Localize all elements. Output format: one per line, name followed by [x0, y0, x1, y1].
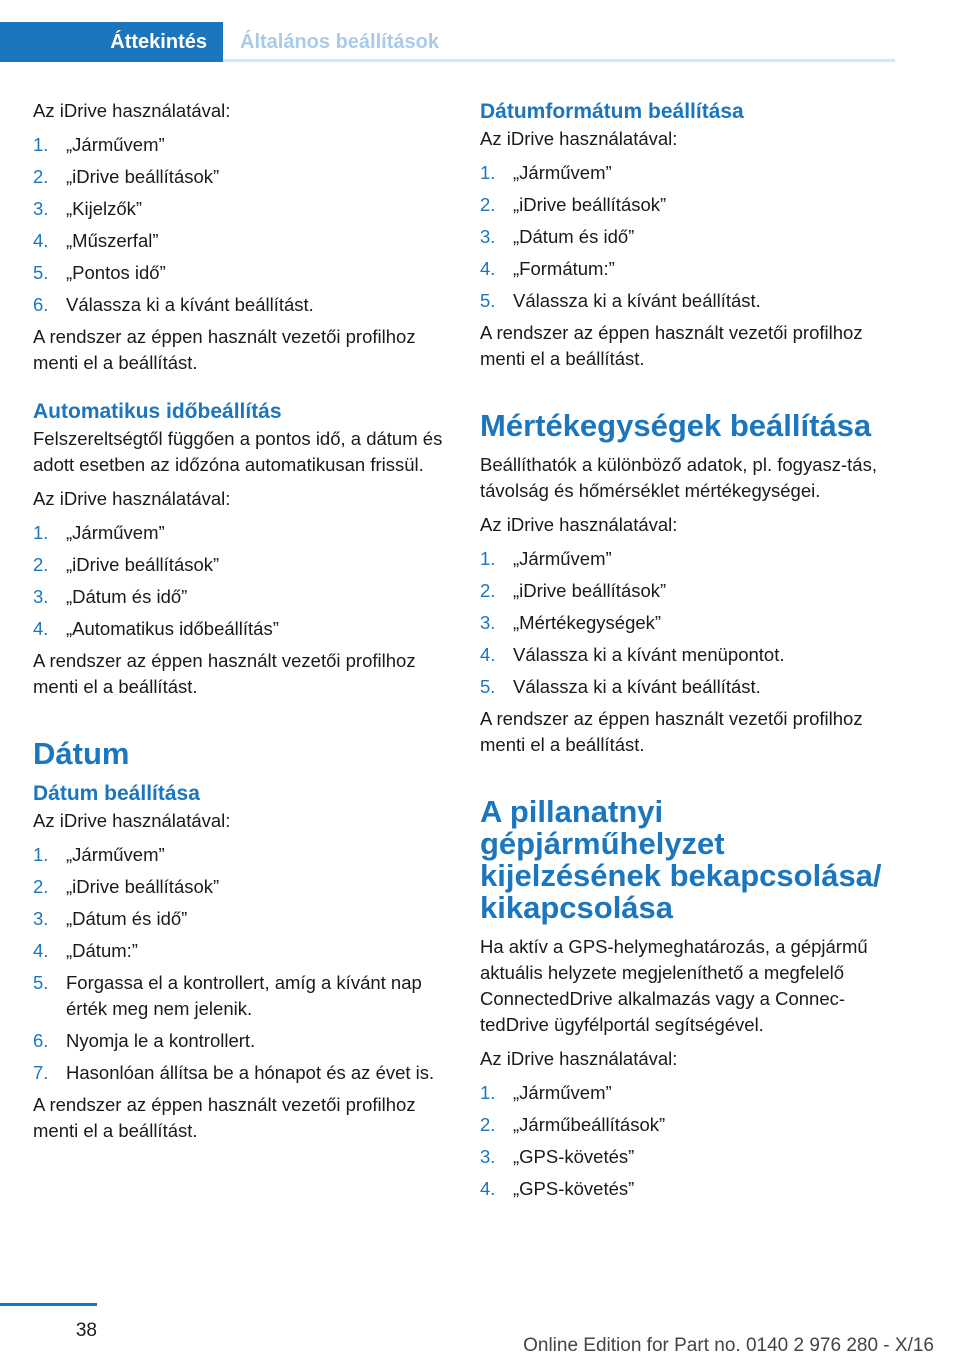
list-item-text: „Járművem” [513, 1082, 612, 1103]
list-item [33, 228, 453, 254]
list-item-number: 2. [480, 580, 496, 601]
list-item-text: „GPS-követés” [513, 1146, 635, 1167]
footer-divider [0, 1303, 97, 1306]
list-item [33, 132, 453, 158]
profile-note: A rendszer az éppen használt vezetői profilhoz menti el a beállítást. [480, 708, 863, 755]
list-item-number: 4. [480, 644, 496, 665]
list-item-number: 3. [480, 612, 496, 633]
list-item-text: „Kijelzők” [66, 198, 143, 219]
gps-description: Ha aktív a GPS-helymeghatározás, a gépjármű aktuális helyzete megjeleníthető a megfelelő ConnectedDrive alkalmazás vagy a Connec-tedDrive ügyfélportál segítségével. [480, 936, 868, 1035]
list-item-text: „Dátum:” [66, 940, 138, 961]
list-item-number: 1. [480, 162, 496, 183]
list-item [33, 552, 453, 578]
list-item-number: 4. [33, 230, 49, 251]
list-item [33, 970, 453, 1022]
list-item [480, 1144, 900, 1170]
list-item [33, 196, 453, 222]
list-item [480, 288, 900, 314]
page-header [0, 0, 960, 62]
list-item-text: „iDrive beállítások” [513, 580, 667, 601]
steps-list [480, 160, 900, 314]
list-item-text: Válassza ki a kívánt menüpontot. [513, 644, 785, 665]
list-item [33, 260, 453, 286]
list-item [480, 674, 900, 700]
intro-text: Az iDrive használatával: [480, 514, 678, 535]
list-item-number: 2. [33, 554, 49, 575]
list-item [33, 520, 453, 546]
list-item-text: „Járművem” [513, 162, 612, 183]
header-divider [223, 59, 895, 62]
page-number: 38 [75, 1320, 97, 1341]
list-item [480, 1176, 900, 1202]
list-item-text: „Műszerfal” [66, 230, 159, 251]
profile-note: A rendszer az éppen használt vezetői profilhoz menti el a beállítást. [33, 1094, 416, 1141]
tab-altalanos-beallitasok[interactable]: Általános beállítások [240, 31, 439, 53]
list-item-number: 2. [480, 1114, 496, 1135]
auto-time-description: Felszereltségtől függően a pontos idő, a dátum és adott esetben az időzóna automatikusan frissül. [33, 428, 443, 475]
list-item-text: „Pontos idő” [66, 262, 166, 283]
list-item [33, 164, 453, 190]
list-item [480, 546, 900, 572]
intro-text: Az iDrive használatával: [33, 488, 231, 509]
list-item-number: 2. [480, 194, 496, 215]
edition-info: Online Edition for Part no. 0140 2 976 280 - X/16 [523, 1335, 934, 1356]
list-item [33, 842, 453, 868]
subheading-date-setting: Dátum beállítása [33, 782, 200, 805]
list-item-number: 1. [33, 522, 49, 543]
list-item [33, 616, 453, 642]
list-item-text: Forgassa el a kontrollert, amíg a kívánt nap érték meg nem jelenik. [66, 972, 422, 1019]
list-item-number: 5. [480, 676, 496, 697]
section-heading-auto-time: Automatikus időbeállítás [33, 400, 282, 423]
intro-text: Az iDrive használatával: [480, 128, 678, 149]
list-item [480, 192, 900, 218]
list-item-text: „iDrive beállítások” [66, 876, 220, 897]
list-item [33, 292, 453, 318]
list-item-number: 3. [480, 226, 496, 247]
list-item [480, 160, 900, 186]
list-item [480, 610, 900, 636]
list-item-text: Válassza ki a kívánt beállítást. [513, 290, 761, 311]
list-item-number: 3. [480, 1146, 496, 1167]
section-heading-date-format: Dátumformátum beállítása [480, 100, 744, 123]
list-item-number: 1. [480, 548, 496, 569]
list-item-number: 7. [33, 1062, 49, 1083]
list-item [480, 224, 900, 250]
list-item [33, 906, 453, 932]
list-item-number: 1. [33, 134, 49, 155]
list-item-number: 6. [33, 1030, 49, 1051]
steps-list [33, 842, 453, 1086]
list-item-text: „Automatikus időbeállítás” [66, 618, 279, 639]
section-heading-units: Mértékegységek beállítása [480, 408, 872, 443]
list-item-text: „Járművem” [66, 134, 165, 155]
list-item-text: „Mértékegységek” [513, 612, 662, 633]
list-item [480, 1080, 900, 1106]
list-item-number: 4. [33, 940, 49, 961]
list-item-text: „Járművem” [513, 548, 612, 569]
list-item-text: Hasonlóan állítsa be a hónapot és az évet is. [66, 1062, 435, 1083]
list-item-number: 4. [480, 258, 496, 279]
list-item-text: „Dátum és idő” [513, 226, 635, 247]
profile-note: A rendszer az éppen használt vezetői profilhoz menti el a beállítást. [33, 326, 416, 373]
list-item-text: „iDrive beállítások” [66, 554, 220, 575]
list-item-text: Válassza ki a kívánt beállítást. [513, 676, 761, 697]
list-item-number: 3. [33, 908, 49, 929]
list-item-text: „Dátum és idő” [66, 586, 188, 607]
left-column [33, 98, 453, 1152]
list-item-text: „iDrive beállítások” [513, 194, 667, 215]
list-item-number: 3. [33, 198, 49, 219]
list-item [480, 1112, 900, 1138]
list-item-number: 2. [33, 166, 49, 187]
section-heading-gps: A pillanatnyi gépjárműhelyzet kijelzésének bekapcsolása/ kikapcsolása [480, 794, 882, 925]
list-item-number: 6. [33, 294, 49, 315]
list-item [480, 578, 900, 604]
list-item-text: „iDrive beállítások” [66, 166, 220, 187]
list-item-number: 5. [480, 290, 496, 311]
list-item-text: „Formátum:” [513, 258, 615, 279]
list-item-number: 5. [33, 262, 49, 283]
intro-text: Az iDrive használatával: [33, 100, 231, 121]
list-item [33, 874, 453, 900]
tab-attekintes[interactable]: Áttekintés [0, 22, 223, 62]
list-item-number: 5. [33, 972, 49, 993]
list-item-number: 2. [33, 876, 49, 897]
list-item-number: 3. [33, 586, 49, 607]
list-item-text: „Járművem” [66, 522, 165, 543]
list-item-text: „Járműbeállítások” [513, 1114, 666, 1135]
list-item [33, 584, 453, 610]
list-item [33, 1028, 453, 1054]
list-item-text: „Dátum és idő” [66, 908, 188, 929]
steps-list [33, 520, 453, 642]
list-item-number: 1. [33, 844, 49, 865]
list-item [33, 1060, 453, 1086]
list-item [480, 256, 900, 282]
intro-text: Az iDrive használatával: [33, 810, 231, 831]
list-item-number: 1. [480, 1082, 496, 1103]
list-item-text: „Járművem” [66, 844, 165, 865]
steps-list [480, 546, 900, 700]
list-item [33, 938, 453, 964]
list-item [480, 642, 900, 668]
section-heading-date: Dátum [33, 736, 130, 771]
right-column [480, 98, 900, 1208]
profile-note: A rendszer az éppen használt vezetői profilhoz menti el a beállítást. [480, 322, 863, 369]
steps-list [33, 132, 453, 318]
list-item-number: 4. [33, 618, 49, 639]
profile-note: A rendszer az éppen használt vezetői profilhoz menti el a beállítást. [33, 650, 416, 697]
steps-list [480, 1080, 900, 1202]
list-item-text: Válassza ki a kívánt beállítást. [66, 294, 314, 315]
units-description: Beállíthatók a különböző adatok, pl. fogyasz-tás, távolság és hőmérséklet mértékegységei. [480, 454, 877, 501]
list-item-text: Nyomja le a kontrollert. [66, 1030, 256, 1051]
list-item-text: „GPS-követés” [513, 1178, 635, 1199]
intro-text: Az iDrive használatával: [480, 1048, 678, 1069]
list-item-number: 4. [480, 1178, 496, 1199]
